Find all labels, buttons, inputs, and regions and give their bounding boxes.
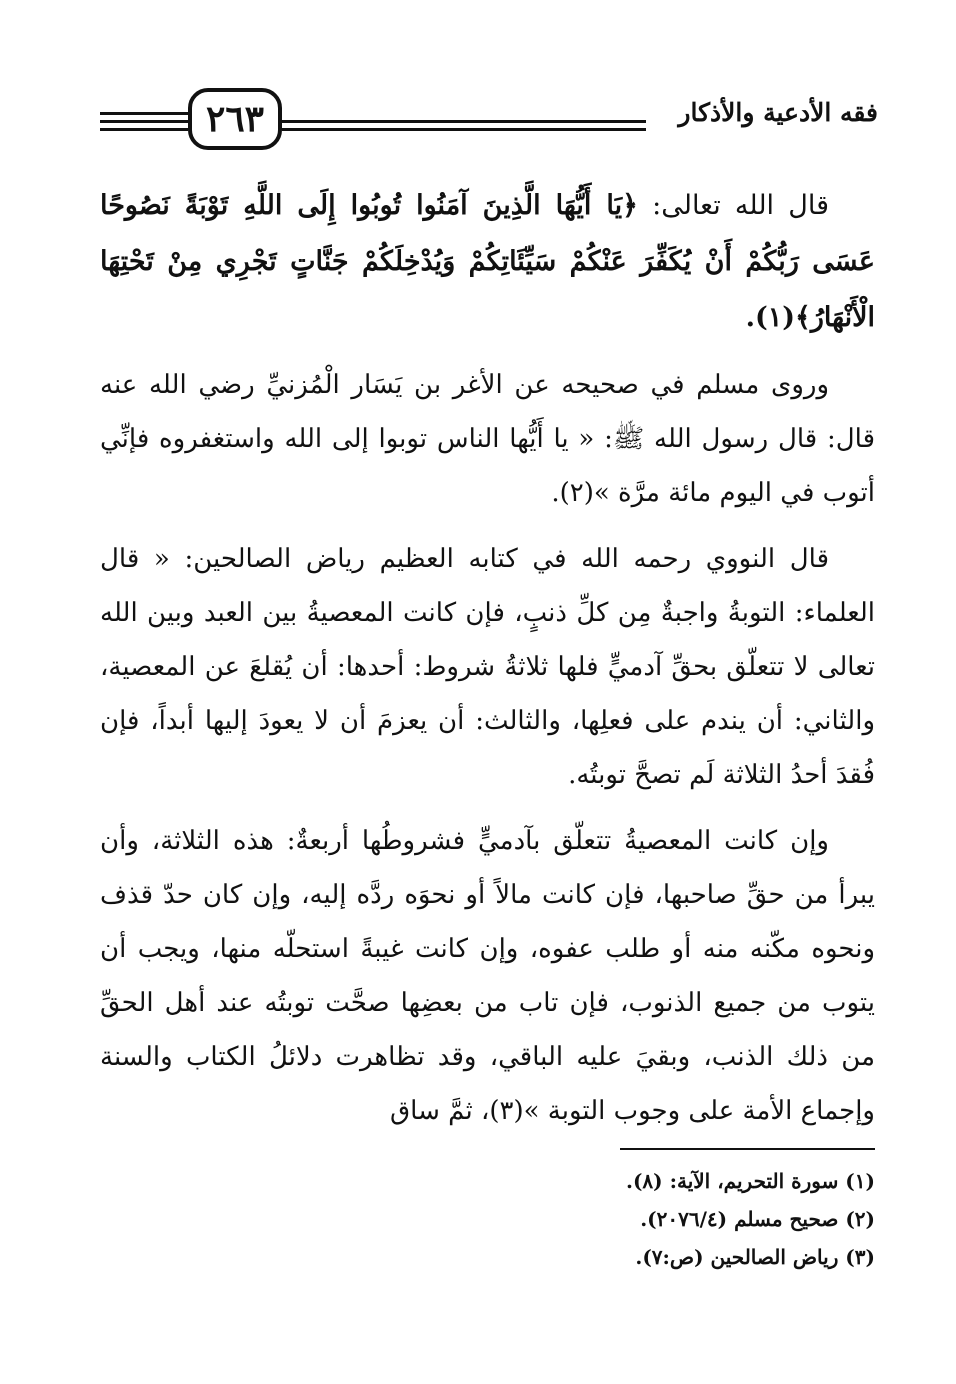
header-rule <box>100 112 188 115</box>
verse-intro: قال الله تعالى: <box>637 190 830 221</box>
hadith-text: وروى مسلم في صحيحه عن الأغر بن يَسَار الْمُزنيِّ رضي الله عنه قال: قال رسول الله ﷺ: « يا أَيُّها الناس توبوا إلى الله واستغفروه فإنِّي أتوب في اليوم مائة مرَّة »(٢). <box>100 370 875 508</box>
footnote-separator <box>620 1148 875 1150</box>
paragraph-hadith <box>100 358 875 520</box>
footnote: (٢) صحيح مسلم (٢٠٧٦/٤). <box>640 1207 875 1231</box>
footnotes <box>500 1162 875 1276</box>
header-rule <box>282 120 646 123</box>
body-text <box>100 178 875 1150</box>
footnote: (٣) رياض الصالحين (ص:٧). <box>635 1245 875 1269</box>
header-rule <box>100 128 188 131</box>
footnote: (١) سورة التحريم، الآية: (٨). <box>625 1169 875 1193</box>
page-number: ٢٦٣ <box>188 88 282 150</box>
quran-verse: ﴿يَا أَيُّهَا الَّذِينَ آمَنُوا تُوبُوا إِلَى اللَّهِ تَوْبَةً نَصُوحًا عَسَى رَبُّكُمْ أَنْ يُكَفِّرَ عَنْكُمْ سَيِّئَاتِكُمْ وَيُدْخِلَكُمْ جَنَّاتٍ تَجْرِي مِنْ تَحْتِهَا الْأَنْهَارُ﴾(١). <box>100 190 875 333</box>
conditions-text: وإن كانت المعصيةُ تتعلّق بآدميٍّ فشروطُها أربعةٌ: هذه الثلاثة، وأن يبرأ من حقِّ صاحبها، فإن كانت مالاً أو نحوَه ردَّه إليه، وإن كان حدّ قذف ونحوه مكّنه منه أو طلب عفوه، وإن كانت غيبةً استحلّه منها، ويجب أن يتوب من جميع الذنوب، فإن تاب من بعضِها صحَّت توبتُه عند أهل الحقِّ من ذلك الذنب، وبقيَ عليه الباقي، وقد تظاهرت دلائلُ الكتاب والسنة وإجماع الأمة على وجوب التوبة »(٣)، ثمَّ ساق <box>100 826 875 1126</box>
paragraph-quran-verse <box>100 178 875 346</box>
header-rule <box>282 128 646 131</box>
paragraph-nawawi-quote <box>100 532 875 802</box>
paragraph-conditions <box>100 814 875 1138</box>
page-header <box>100 84 878 154</box>
book-title: فقه الأدعية والأذكار <box>678 98 878 127</box>
nawawi-quote-text: قال النووي رحمه الله في كتابه العظيم رياض الصالحين: « قال العلماء: التوبةُ واجبةٌ مِن كلِّ ذنبٍ، فإن كانت المعصيةُ بين العبد وبين الله تعالى لا تتعلّق بحقِّ آدميٍّ فلها ثلاثةُ شروط: أحدها: أن يُقلعَ عن المعصية، والثاني: أن يندم على فعلِها، والثالث: أن يعزمَ أن لا يعودَ إليها أبداً، فإن فُقدَ أحدُ الثلاثة لَم تصحَّ توبتُه. <box>100 544 875 790</box>
header-rule <box>100 120 188 123</box>
